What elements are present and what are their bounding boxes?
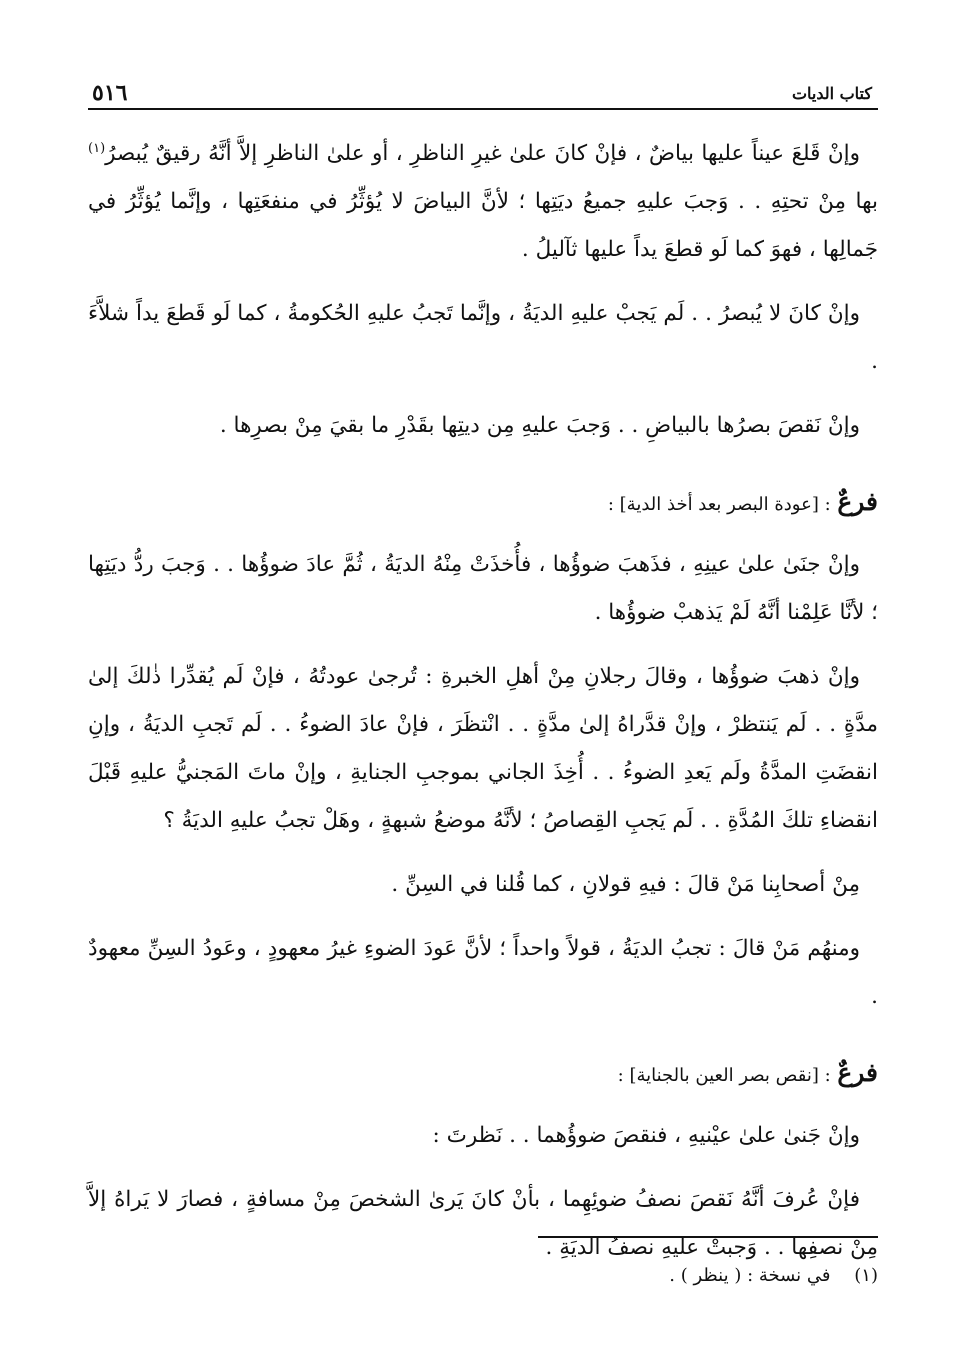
paragraph: فإنْ عُرفَ أنَّهُ نَقصَ نصفُ ضوئِهِما ، بأنْ كانَ يَرىٰ الشخصَ مِنْ مسافةٍ ، فصارَ لا يَراهُ إلاَّ مِنْ نصفِها . . وَجبتْ عليهِ نصفُ الديَةِ . — [88, 1187, 878, 1260]
main-text — [88, 130, 878, 1272]
branch-label: فرعٌ — [837, 1058, 878, 1087]
paragraph: مِنْ أصحابِنا مَنْ قالَ : فيهِ قولانِ ، كما قُلنا في السِنِّ . — [391, 872, 860, 897]
branch-label: فرعٌ — [837, 487, 878, 516]
footnote-text: في نسخة : ( ينظر ) . — [669, 1265, 831, 1286]
paragraph: وإنْ جَنىٰ علىٰ عيْنيهِ ، فنقصَ ضوؤُهما . . نَظرتَ : — [432, 1123, 860, 1148]
footnote-divider — [538, 1236, 878, 1238]
footnote-marker: (١) — [88, 140, 106, 156]
paragraph: ومنهُم مَنْ قالَ : تجبُ الديَةُ ، قولاً واحداً ؛ لأنَّ عَودَ الضوءِ غيرُ معهودٍ ، وعَودُ السِنِّ معهودٌ . — [88, 936, 878, 1009]
page-number: ٥١٦ — [92, 80, 128, 106]
branch-title: : [نقص بصر العين بالجناية] : — [617, 1065, 831, 1086]
paragraph: وإنْ نَقصَ بصرُها بالبياضِ . . وَجبَ عليهِ مِن ديتِها بقَدْرِ ما بقيَ مِنْ بصرِها . — [219, 413, 860, 438]
page-header — [88, 78, 878, 110]
book-page — [88, 78, 878, 1348]
footnote-number: (١) — [854, 1265, 878, 1286]
running-title: كتاب الديات — [791, 84, 872, 103]
branch-heading — [88, 1051, 878, 1098]
paragraph-text: بها مِنْ تحتِهِ . . وَجبَ عليهِ جميعُ ديَتِها ؛ لأنَّ البياضَ لا يُؤثِّرُ في منفعَتِها ، وإنَّما يُؤثِّرُ في جَمالِها ، فهوَ كما لَو قطعَ يداً عليها ثآليلُ . — [88, 189, 878, 262]
paragraph: وإنْ كانَ لا يُبصرُ . . لَم يَجبْ عليهِ الديَةُ ، وإنَّما تَجبُ عليهِ الحُكومةُ ، كما لَو قَطعَ يداً شلاَّءَ . — [88, 301, 878, 374]
paragraph: وإنْ جنَىٰ علىٰ عينِهِ ، فذَهبَ ضوؤُها ، فأُخذَتْ مِنْهُ الديَةُ ، ثُمَّ عادَ ضوؤُها . . وَجبَ ردُّ ديَتِها ؛ لأنَّا عَلِمْنا أنَّهُ لَمْ يَذهبْ ضوؤُها . — [88, 552, 878, 625]
branch-title: : [عودة البصر بعد أخذ الدية] : — [607, 494, 831, 515]
paragraph: وإنْ ذهبَ ضوؤُها ، وقالَ رجلانِ مِنْ أهلِ الخبرةِ : تُرجىٰ عودتُهُ ، فإنْ لَم يُقدِّرا ذٰلكَ إلىٰ مدَّةٍ . . لَم يَنتظرْ ، وإنْ قدَّراهُ إلىٰ مدَّةٍ . . انْتظَرَ ، فإنْ عادَ الضوءُ . . لَم تَجبِ الديَةُ ، وإنِ انقضَتِ المدَّةُ ولَم يَعدِ الضوءُ . . أُخِذَ الجاني بموجبِ الجنايةِ ، وإنْ ماتَ المَجنيُّ عليهِ قَبْلَ انقضاءِ تلكَ المُدَّةِ . . لَم يَجبِ القِصاصُ ؛ لأنَّهُ موضعُ شبهةٍ ، وهَلْ تجبُ عليهِ الديَةُ ؟ — [88, 664, 878, 833]
branch-heading — [88, 480, 878, 527]
footnote — [669, 1258, 878, 1294]
paragraph-text: وإنْ قَلعَ عيناً عليها بياضٌ ، فإنْ كانَ علىٰ غيرِ الناظرِ ، أو علىٰ الناظرِ إلاَّ أنَّهُ رقيقٌ يُبصرُ — [105, 141, 860, 166]
paragraph — [88, 130, 878, 274]
